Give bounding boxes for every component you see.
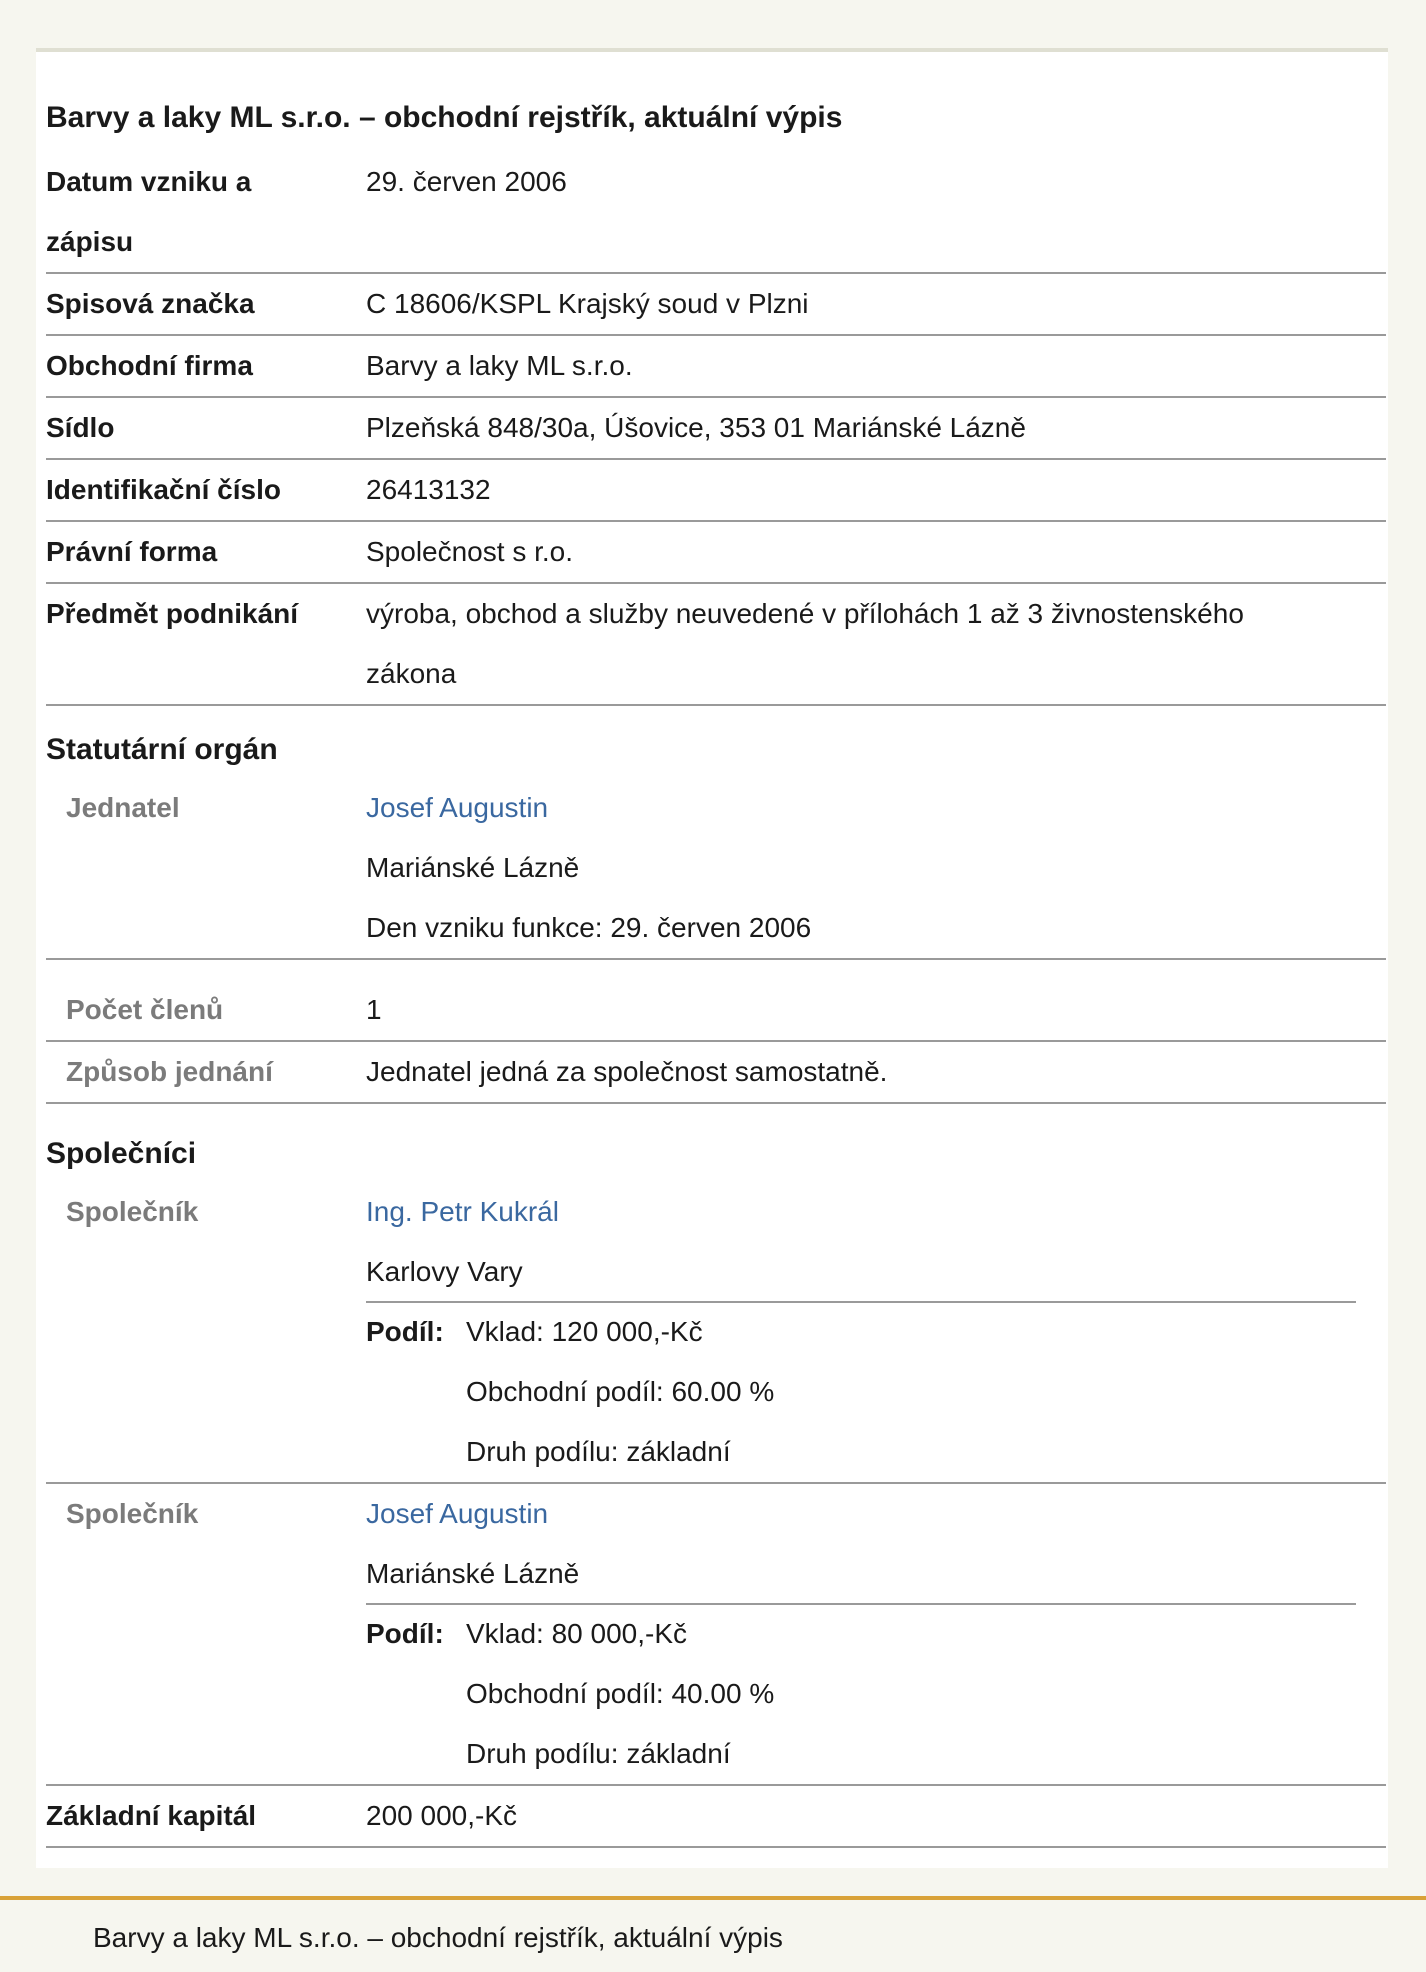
executive-role-label: Jednatel xyxy=(66,792,180,823)
partner-2-city: Mariánské Lázně xyxy=(366,1558,580,1589)
row-member-count xyxy=(46,980,1386,1042)
founding-date-value: 29. červen 2006 xyxy=(366,166,567,197)
partner-2-share-kind: Druh podílu: základní xyxy=(466,1738,731,1769)
legal-form-label: Právní forma xyxy=(46,536,218,567)
row-company-name xyxy=(46,336,1386,398)
ico-value: 26413132 xyxy=(366,474,491,505)
executive-city: Mariánské Lázně xyxy=(366,852,580,883)
partner-2-share-label: Podíl: xyxy=(366,1618,444,1649)
capital-label: Základní kapitál xyxy=(46,1800,257,1831)
executive-since: Den vzniku funkce: 29. červen 2006 xyxy=(366,912,812,943)
partner-2-role: Společník xyxy=(66,1498,199,1529)
partner-2-name-link[interactable]: Josef Augustin xyxy=(366,1498,549,1529)
company-name-label: Obchodní firma xyxy=(46,350,253,381)
row-partner-1 xyxy=(46,1182,1386,1484)
row-partner-2 xyxy=(46,1484,1386,1786)
partners-heading: Společníci xyxy=(46,1137,197,1170)
row-file-number xyxy=(46,274,1386,336)
file-number-value: C 18606/KSPL Krajský soud v Plzni xyxy=(366,288,809,319)
conduct-label: Způsob jednání xyxy=(66,1056,273,1087)
row-founding-date xyxy=(46,152,1386,274)
row-executive xyxy=(46,778,1386,960)
ico-label: Identifikační číslo xyxy=(46,474,281,505)
founding-date-label-2: zápisu xyxy=(46,226,134,257)
executive-name-link[interactable]: Josef Augustin xyxy=(366,792,549,823)
file-number-label: Spisová značka xyxy=(46,288,255,319)
partner-2-deposit: Vklad: 80 000,-Kč xyxy=(466,1618,688,1649)
page-title: Barvy a laky ML s.r.o. – obchodní rejstřík, aktuální výpis xyxy=(46,101,843,134)
business-subject-value-1: výroba, obchod a služby neuvedené v přílohách 1 až 3 živnostenského xyxy=(366,598,1244,629)
partner-1-share-kind: Druh podílu: základní xyxy=(466,1436,731,1467)
row-conduct xyxy=(46,1042,1386,1104)
partner-2-share: Obchodní podíl: 40.00 % xyxy=(466,1678,775,1709)
business-subject-value-2: zákona xyxy=(366,658,457,689)
member-count-label: Počet členů xyxy=(66,994,224,1025)
row-capital xyxy=(46,1786,1386,1848)
founding-date-label-1: Datum vzniku a xyxy=(46,166,252,197)
business-subject-label: Předmět podnikání xyxy=(46,598,299,629)
statutory-heading: Statutární orgán xyxy=(46,733,278,766)
row-legal-form xyxy=(46,522,1386,584)
row-ico xyxy=(46,460,1386,522)
row-business-subject xyxy=(46,584,1386,706)
partner-1-city: Karlovy Vary xyxy=(366,1256,523,1287)
seat-value: Plzeňská 848/30a, Úšovice, 353 01 Mariánské Lázně xyxy=(366,412,1026,443)
partner-1-share-label: Podíl: xyxy=(366,1316,444,1347)
partner-1-role: Společník xyxy=(66,1196,199,1227)
footer-divider xyxy=(0,1896,1426,1900)
company-name-value: Barvy a laky ML s.r.o. xyxy=(366,350,633,381)
partner-1-share: Obchodní podíl: 60.00 % xyxy=(466,1376,775,1407)
partner-1-name-link[interactable]: Ing. Petr Kukrál xyxy=(366,1196,559,1227)
seat-label: Sídlo xyxy=(46,412,115,443)
register-card xyxy=(36,52,1388,1868)
capital-value: 200 000,-Kč xyxy=(366,1800,517,1831)
partner-1-deposit: Vklad: 120 000,-Kč xyxy=(466,1316,703,1347)
conduct-value: Jednatel jedná za společnost samostatně. xyxy=(366,1056,888,1087)
footer-text: Barvy a laky ML s.r.o. – obchodní rejstřík, aktuální výpis xyxy=(93,1922,783,1953)
legal-form-value: Společnost s r.o. xyxy=(366,536,574,567)
member-count-value: 1 xyxy=(366,994,382,1025)
row-seat xyxy=(46,398,1386,460)
